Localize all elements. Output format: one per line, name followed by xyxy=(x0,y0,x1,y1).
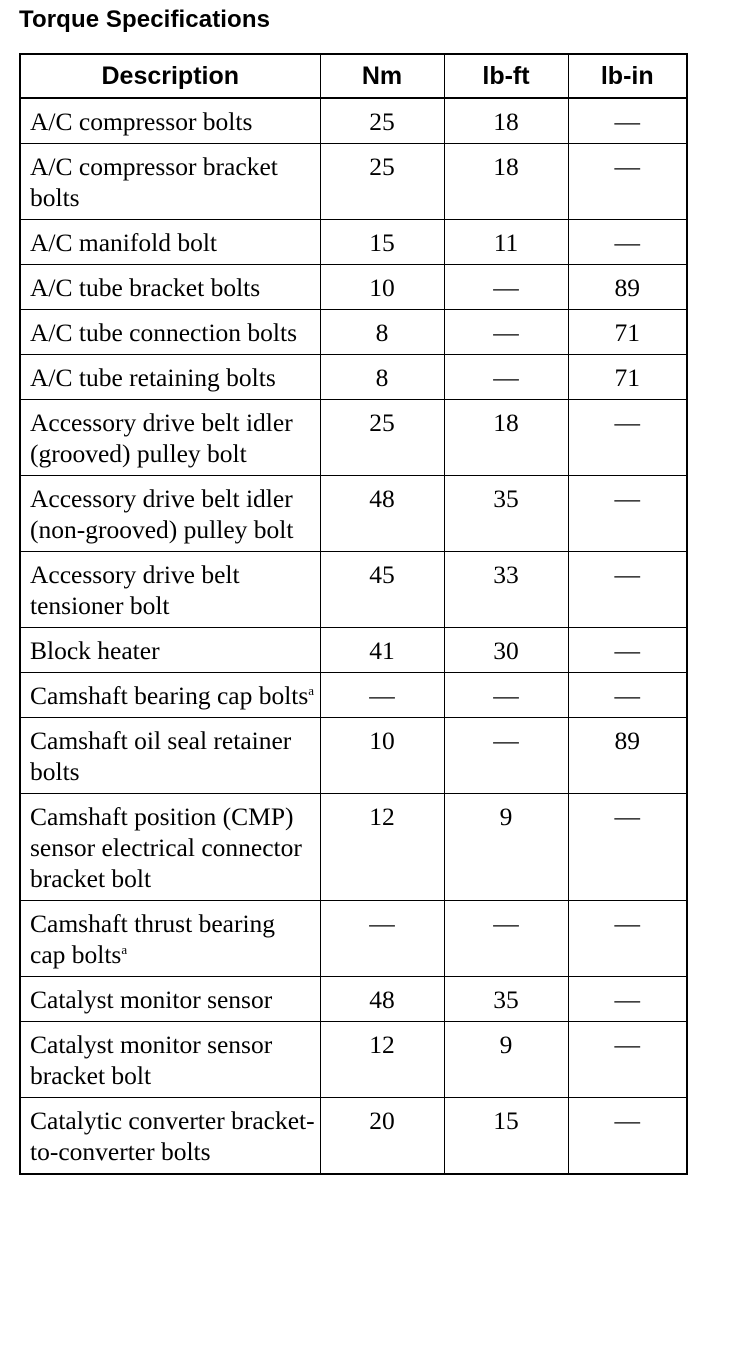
description-text: Catalyst monitor sensor bracket bolt xyxy=(30,1030,273,1090)
cell-lbin: 89 xyxy=(568,718,687,794)
table-row xyxy=(20,310,687,355)
cell-description xyxy=(20,144,320,220)
cell-description xyxy=(20,220,320,265)
cell-nm: 48 xyxy=(320,476,444,552)
cell-nm: 25 xyxy=(320,98,444,144)
table-row xyxy=(20,1022,687,1098)
cell-lbft: 18 xyxy=(444,400,568,476)
cell-description xyxy=(20,1098,320,1175)
cell-description xyxy=(20,977,320,1022)
table-row xyxy=(20,98,687,144)
cell-nm: 10 xyxy=(320,265,444,310)
cell-lbin: — xyxy=(568,673,687,718)
cell-lbin: — xyxy=(568,220,687,265)
table-row xyxy=(20,794,687,901)
col-header-description: Description xyxy=(20,54,320,98)
cell-lbft: 18 xyxy=(444,98,568,144)
col-header-lbin: lb-in xyxy=(568,54,687,98)
cell-nm: 12 xyxy=(320,1022,444,1098)
cell-lbin: — xyxy=(568,1022,687,1098)
cell-lbin: — xyxy=(568,552,687,628)
cell-lbin: — xyxy=(568,794,687,901)
table-row xyxy=(20,673,687,718)
description-text: A/C manifold bolt xyxy=(30,228,217,257)
cell-description xyxy=(20,476,320,552)
cell-lbft: — xyxy=(444,310,568,355)
description-text: Accessory drive belt idler (grooved) pulley bolt xyxy=(30,408,293,468)
description-text: Camshaft oil seal retainer bolts xyxy=(30,726,292,786)
cell-lbin: — xyxy=(568,98,687,144)
cell-description xyxy=(20,355,320,400)
table-row xyxy=(20,552,687,628)
description-text: Camshaft bearing cap bolts xyxy=(30,681,309,710)
cell-lbft: — xyxy=(444,673,568,718)
cell-description xyxy=(20,552,320,628)
cell-description xyxy=(20,673,320,718)
cell-lbft: — xyxy=(444,355,568,400)
table-row xyxy=(20,220,687,265)
cell-nm: 20 xyxy=(320,1098,444,1175)
col-header-nm: Nm xyxy=(320,54,444,98)
table-row xyxy=(20,901,687,977)
cell-nm: 25 xyxy=(320,400,444,476)
cell-lbin: — xyxy=(568,628,687,673)
cell-lbft: — xyxy=(444,265,568,310)
cell-lbin: — xyxy=(568,476,687,552)
col-header-lbft: lb-ft xyxy=(444,54,568,98)
cell-lbin: — xyxy=(568,400,687,476)
table-row xyxy=(20,476,687,552)
description-text: Block heater xyxy=(30,636,160,665)
cell-lbft: — xyxy=(444,901,568,977)
cell-description xyxy=(20,98,320,144)
description-text: Catalyst monitor sensor xyxy=(30,985,273,1014)
cell-nm: 8 xyxy=(320,355,444,400)
description-text: A/C tube bracket bolts xyxy=(30,273,261,302)
description-text: A/C compressor bolts xyxy=(30,107,253,136)
cell-lbft: 33 xyxy=(444,552,568,628)
cell-lbft: 9 xyxy=(444,1022,568,1098)
footnote-marker: a xyxy=(121,942,128,957)
header-row xyxy=(20,54,687,98)
cell-lbft: 35 xyxy=(444,476,568,552)
cell-description xyxy=(20,265,320,310)
cell-lbin: — xyxy=(568,144,687,220)
cell-nm: 25 xyxy=(320,144,444,220)
cell-nm: 15 xyxy=(320,220,444,265)
cell-nm: 12 xyxy=(320,794,444,901)
cell-lbin: 89 xyxy=(568,265,687,310)
cell-description xyxy=(20,400,320,476)
cell-lbft: 30 xyxy=(444,628,568,673)
cell-lbft: 9 xyxy=(444,794,568,901)
table-row xyxy=(20,1098,687,1175)
table-row xyxy=(20,718,687,794)
cell-nm: — xyxy=(320,673,444,718)
description-text: Catalytic converter bracket-to-converter bolts xyxy=(30,1106,315,1166)
footnote-marker: a xyxy=(308,683,315,698)
table-body xyxy=(20,98,687,1174)
table-row xyxy=(20,628,687,673)
cell-lbin: — xyxy=(568,977,687,1022)
cell-description xyxy=(20,794,320,901)
table-row xyxy=(20,977,687,1022)
cell-nm: 45 xyxy=(320,552,444,628)
cell-description xyxy=(20,310,320,355)
table-row xyxy=(20,355,687,400)
cell-lbft: 11 xyxy=(444,220,568,265)
cell-description xyxy=(20,1022,320,1098)
page-title: Torque Specifications xyxy=(19,6,271,33)
description-text: A/C compressor bracket bolts xyxy=(30,152,278,212)
description-text: A/C tube retaining bolts xyxy=(30,363,276,392)
torque-spec-table xyxy=(19,53,688,1175)
cell-nm: 48 xyxy=(320,977,444,1022)
table-row xyxy=(20,144,687,220)
description-text: Accessory drive belt tensioner bolt xyxy=(30,560,240,620)
description-text: Accessory drive belt idler (non-grooved) pulley bolt xyxy=(30,484,294,544)
cell-nm: 41 xyxy=(320,628,444,673)
cell-lbft: 35 xyxy=(444,977,568,1022)
cell-lbin: 71 xyxy=(568,355,687,400)
cell-nm: 10 xyxy=(320,718,444,794)
cell-lbin: — xyxy=(568,901,687,977)
description-text: Camshaft position (CMP) sensor electrical connector bracket bolt xyxy=(30,802,302,893)
description-text: Camshaft thrust bearing cap bolts xyxy=(30,909,276,969)
cell-nm: 8 xyxy=(320,310,444,355)
cell-description xyxy=(20,718,320,794)
cell-description xyxy=(20,901,320,977)
cell-lbft: — xyxy=(444,718,568,794)
table-row xyxy=(20,265,687,310)
cell-description xyxy=(20,628,320,673)
table-row xyxy=(20,400,687,476)
cell-lbin: 71 xyxy=(568,310,687,355)
description-text: A/C tube connection bolts xyxy=(30,318,298,347)
cell-lbin: — xyxy=(568,1098,687,1175)
cell-lbft: 18 xyxy=(444,144,568,220)
cell-nm: — xyxy=(320,901,444,977)
cell-lbft: 15 xyxy=(444,1098,568,1175)
